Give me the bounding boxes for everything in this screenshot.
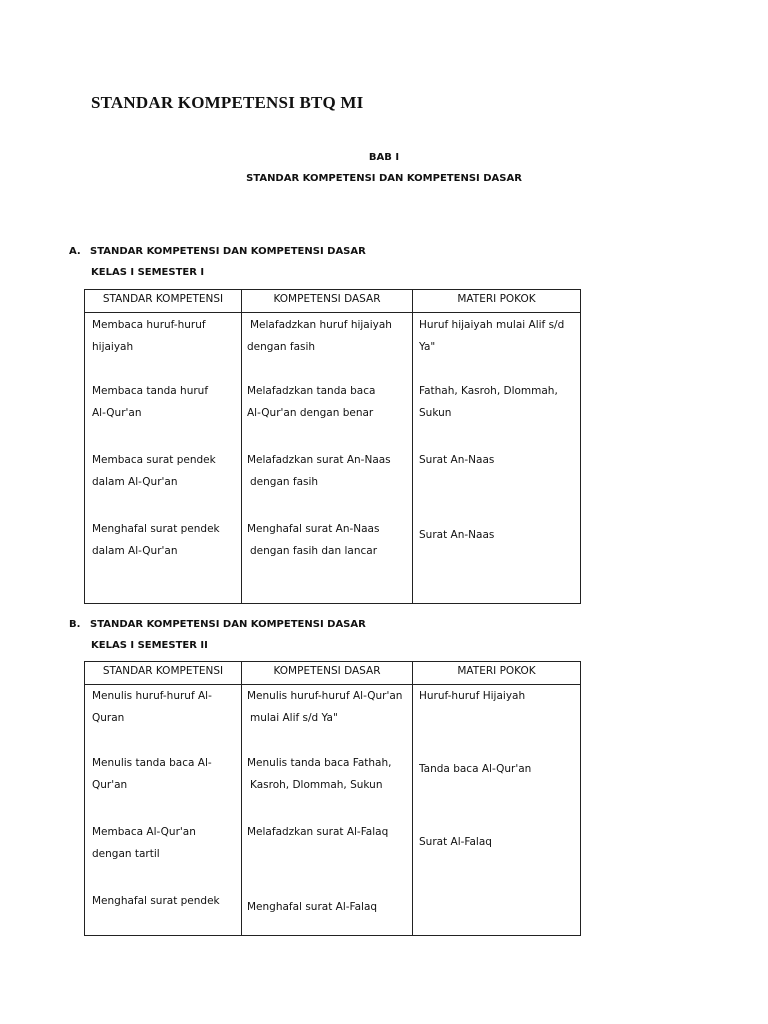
sk-cell: Membaca surat pendek dalam Al-Qur'an: [85, 449, 242, 518]
mp-cell: Surat An-Naas: [413, 449, 581, 518]
kd-cell: Melafadzkan surat Al-Falaq: [242, 821, 413, 890]
section-a-heading: STANDAR KOMPETENSI DAN KOMPETENSI DASAR: [90, 246, 366, 257]
column-header-mp: MATERI POKOK: [413, 290, 581, 313]
column-header-mp: MATERI POKOK: [413, 662, 581, 685]
column-header-sk: STANDAR KOMPETENSI: [85, 662, 242, 685]
table-row: [85, 821, 581, 890]
mp-cell: [413, 890, 581, 936]
table-row: [85, 518, 581, 604]
competency-table-b: [84, 661, 581, 936]
competency-table-a: [84, 289, 581, 604]
mp-cell: Huruf-huruf Hijaiyah: [413, 685, 581, 752]
mp-cell: Fathah, Kasroh, Dlommah, Sukun: [413, 380, 581, 449]
column-header-kd: KOMPETENSI DASAR: [242, 290, 413, 313]
column-header-kd: KOMPETENSI DASAR: [242, 662, 413, 685]
sk-cell: Membaca tanda huruf Al-Qur'an: [85, 380, 242, 449]
table-row: [85, 449, 581, 518]
document-title: STANDAR KOMPETENSI BTQ MI: [91, 93, 364, 112]
sk-cell: Menghafal surat pendek: [85, 890, 242, 936]
sk-cell: Membaca Al-Qur'an dengan tartil: [85, 821, 242, 890]
table-header-row: [85, 662, 581, 685]
kd-cell: Melafadzkan tanda baca Al-Qur'an dengan benar: [242, 380, 413, 449]
table-row: [85, 752, 581, 821]
section-b-heading: STANDAR KOMPETENSI DAN KOMPETENSI DASAR: [90, 619, 366, 630]
mp-cell: Huruf hijaiyah mulai Alif s/d Ya": [413, 313, 581, 380]
sk-cell: Membaca huruf-huruf hijaiyah: [85, 313, 242, 380]
kd-cell: Menulis huruf-huruf Al-Qur'an mulai Alif s/d Ya": [242, 685, 413, 752]
section-b-subheading: KELAS I SEMESTER II: [91, 640, 208, 651]
table-row: [85, 685, 581, 752]
chapter-label: BAB I: [368, 152, 400, 163]
sk-cell: Menghafal surat pendek dalam Al-Qur'an: [85, 518, 242, 604]
table-header-row: [85, 290, 581, 313]
table-row: [85, 313, 581, 380]
sk-cell: Menulis huruf-huruf Al- Quran: [85, 685, 242, 752]
kd-cell: Melafadzkan huruf hijaiyah dengan fasih: [242, 313, 413, 380]
section-a-letter: A.: [69, 246, 81, 257]
section-a-subheading: KELAS I SEMESTER I: [91, 267, 205, 278]
table-row: [85, 380, 581, 449]
kd-cell: Melafadzkan surat An-Naas dengan fasih: [242, 449, 413, 518]
section-b-letter: B.: [69, 619, 81, 630]
mp-cell: Tanda baca Al-Qur'an: [413, 752, 581, 821]
mp-cell: Surat Al-Falaq: [413, 821, 581, 890]
table-row: [85, 890, 581, 936]
column-header-sk: STANDAR KOMPETENSI: [85, 290, 242, 313]
sk-cell: Menulis tanda baca Al- Qur'an: [85, 752, 242, 821]
kd-cell: Menulis tanda baca Fathah, Kasroh, Dlommah, Sukun: [242, 752, 413, 821]
chapter-title: STANDAR KOMPETENSI DAN KOMPETENSI DASAR: [246, 173, 522, 184]
kd-cell: Menghafal surat Al-Falaq: [242, 890, 413, 936]
mp-cell: Surat An-Naas: [413, 518, 581, 604]
kd-cell: Menghafal surat An-Naas dengan fasih dan lancar: [242, 518, 413, 604]
